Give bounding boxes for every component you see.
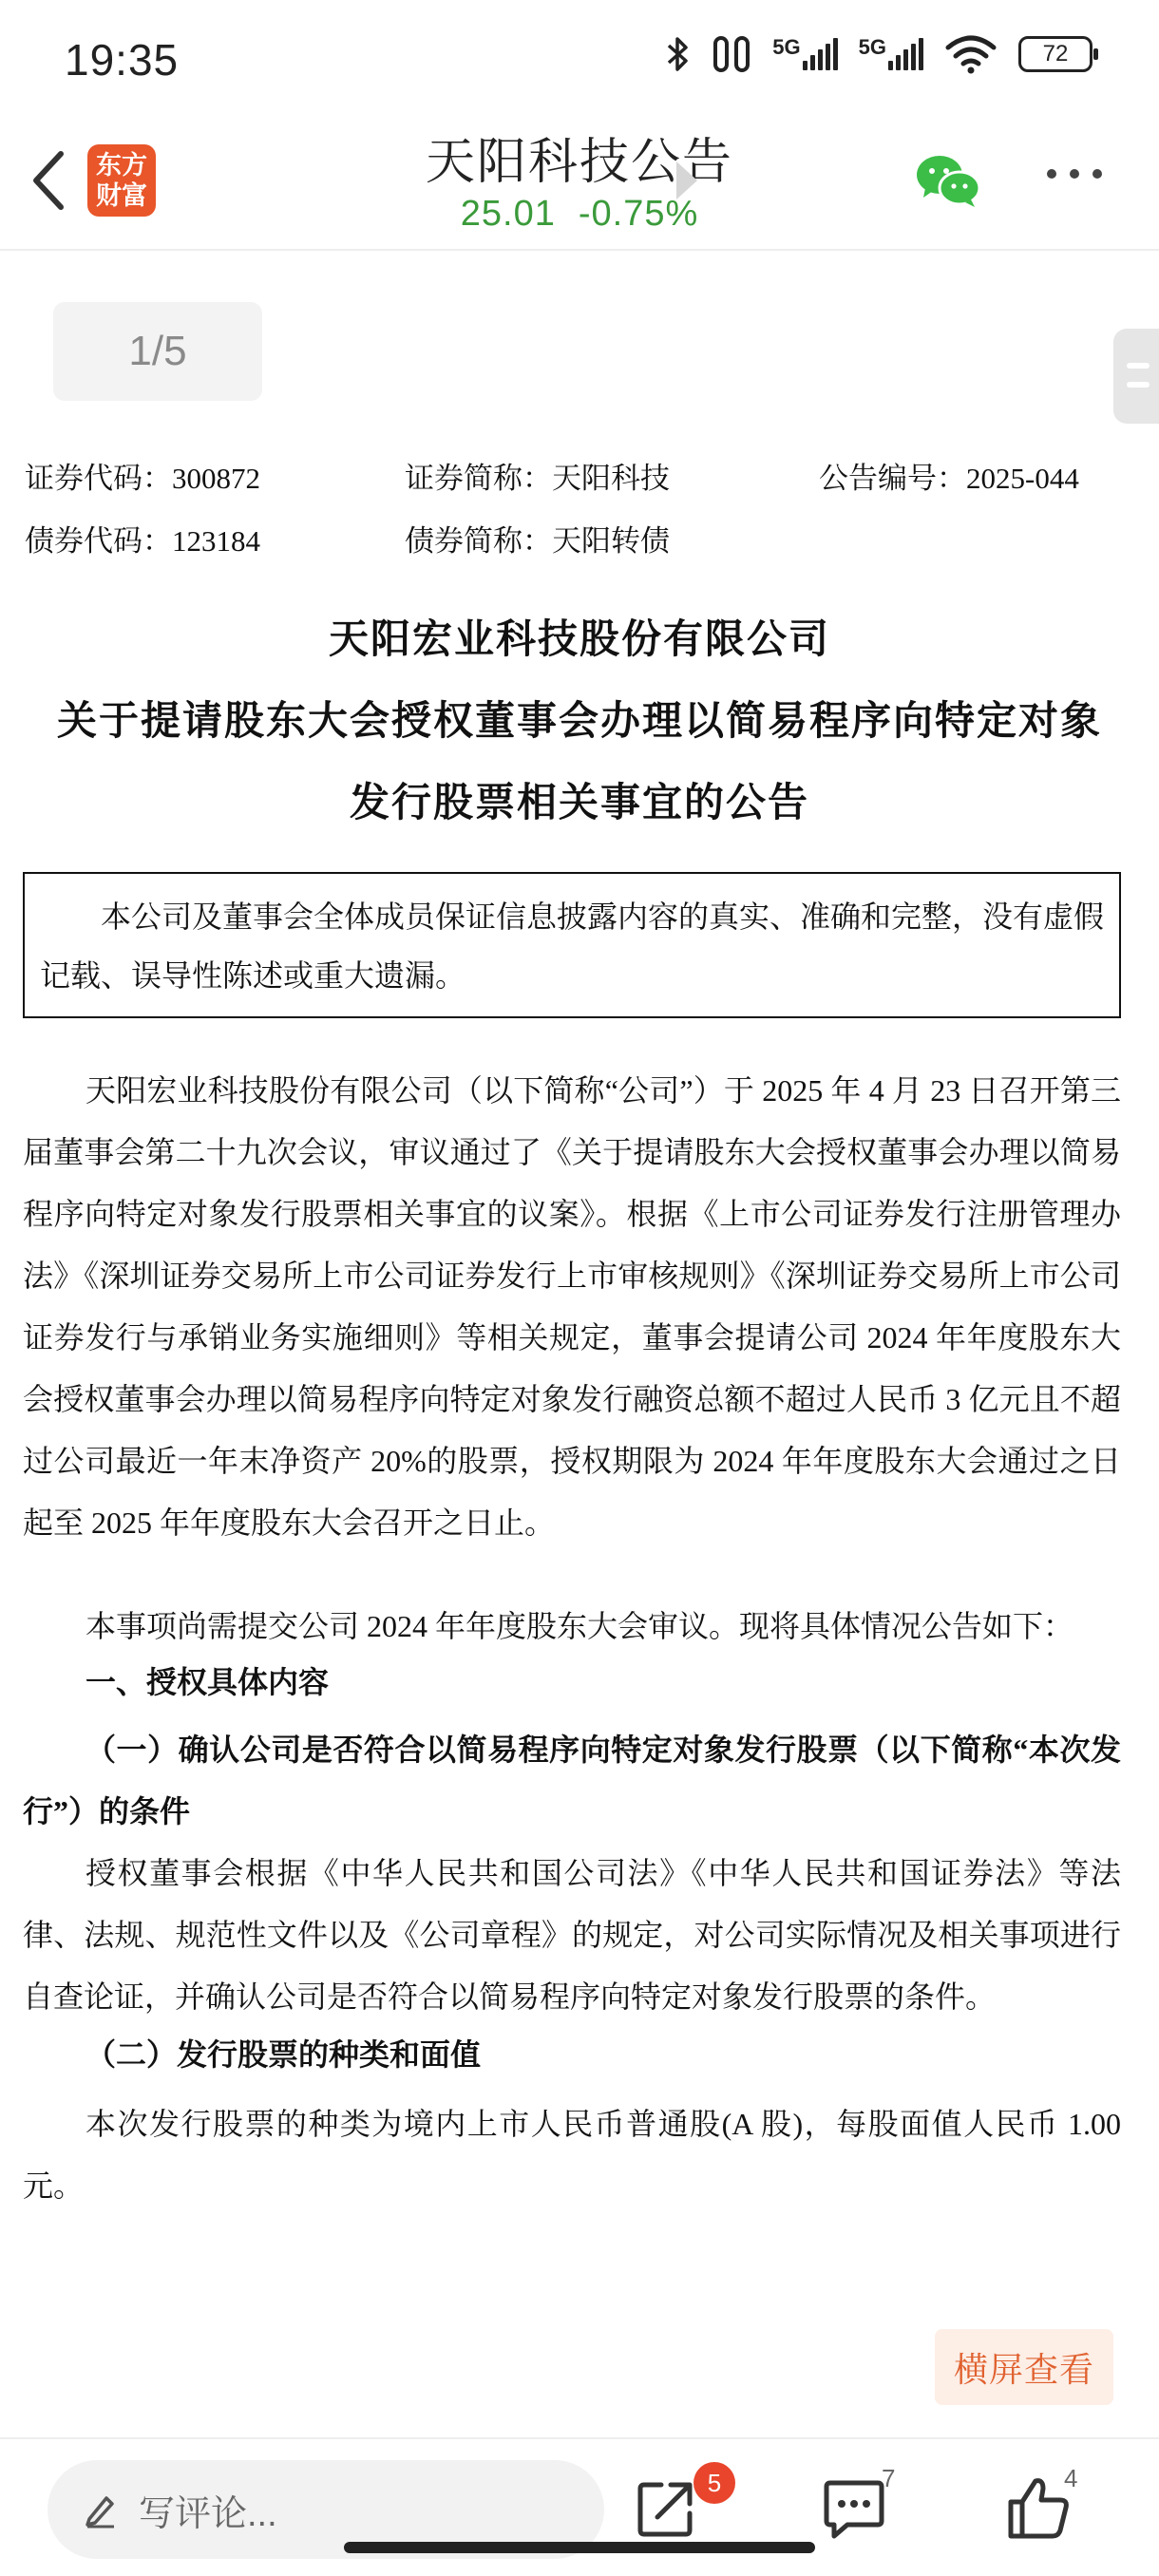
stock-price bbox=[0, 194, 1159, 235]
body-paragraph-3: 授权董事会根据《中华人民共和国公司法》《中华人民共和国证券法》等法律、法规、规范性文件以及《公司章程》的规定，对公司实际情况及相关事项进行自查论证，并确认公司是否符合以简易程序向特定对象发行股票的条件。 bbox=[23, 1856, 1121, 2014]
signal-bars-icon bbox=[803, 38, 838, 70]
document-title-company: 天阳宏业科技股份有限公司 bbox=[328, 618, 830, 662]
earbuds-icon bbox=[712, 35, 751, 73]
price-value: 25.01 bbox=[460, 194, 556, 234]
bond-code: 债券代码：123184 bbox=[25, 524, 260, 558]
section-heading-1: 一、授权具体内容 bbox=[86, 1665, 330, 1699]
body-paragraph-2: 本事项尚需提交公司 2024 年年度股东大会审议。现将具体情况公告如下： bbox=[86, 1609, 1074, 1643]
price-change: -0.75% bbox=[578, 194, 699, 234]
bluetooth-icon bbox=[666, 35, 691, 73]
signal-2: 5G bbox=[859, 38, 923, 70]
expand-arrow-icon[interactable] bbox=[676, 161, 697, 199]
status-icons bbox=[666, 34, 1092, 74]
body-paragraph-4: 本次发行股票的种类为境内上市人民币普通股(A 股)，每股面值人民币 1.00 元。 bbox=[23, 2107, 1121, 2203]
battery-icon: 72 bbox=[1018, 36, 1092, 72]
subsection-heading-2: （二）发行股票的种类和面值 bbox=[86, 2037, 482, 2072]
like-count: 4 bbox=[1064, 2464, 1078, 2492]
bond-short-name: 债券简称：天阳转债 bbox=[405, 524, 670, 558]
share-icon[interactable] bbox=[633, 2475, 699, 2542]
wechat-share-icon[interactable] bbox=[914, 152, 982, 209]
subsection-heading-1: （一）确认公司是否符合以简易程序向特定对象发行股票（以下简称“本次发行”）的条件 bbox=[23, 1733, 1121, 1828]
signal-1: 5G bbox=[772, 38, 837, 70]
notice-number: 公告编号：2025-044 bbox=[819, 462, 1079, 495]
body-paragraph-1: 天阳宏业科技股份有限公司（以下简称“公司”）于 2025 年 4 月 23 日召开第三届董事会第二十九次会议，审议通过了《关于提请股东大会授权董事会办理以简易程序向特定对象发行股票相关事宜的议案》。根据《上市公司证券发行注册管理办法》《深圳证券交易所上市公司证券发行上市审核规则》《深圳证券交易所上市公司证券发行与承销业务实施细则》等相关规定，董事会提请公司 2024 年年度股东大会授权董事会办理以简易程序向特定对象发行融资总额不超过人民币 3 亿元且不超过公司最近一年末净资产 20%的股票，授权期限为 2024 年年度股东大会通过之日起至 2025 年年度股东大会召开之日止。 bbox=[23, 1073, 1121, 1540]
security-short-name: 证券简称：天阳科技 bbox=[405, 462, 670, 495]
home-indicator[interactable] bbox=[344, 2542, 815, 2553]
status-time: 19:35 bbox=[65, 35, 180, 85]
page-title: 天阳科技公告 bbox=[425, 135, 733, 190]
board-statement-box: 本公司及董事会全体成员保证信息披露内容的真实、准确和完整，没有虚假记载、误导性陈述或重大遗漏。 bbox=[23, 872, 1121, 1018]
thumbs-up-icon[interactable] bbox=[1005, 2473, 1072, 2542]
share-count-badge: 5 bbox=[694, 2462, 735, 2504]
comment-icon[interactable] bbox=[821, 2477, 887, 2540]
page-indicator: 1/5 bbox=[53, 302, 262, 401]
more-icon[interactable] bbox=[1047, 169, 1102, 179]
comment-count: 7 bbox=[882, 2464, 896, 2492]
document-title-line-2: 关于提请股东大会授权董事会办理以简易程序向特定对象 bbox=[56, 700, 1102, 744]
divider bbox=[0, 249, 1159, 251]
document-title-line-3: 发行股票相关事宜的公告 bbox=[349, 782, 809, 825]
eastmoney-logo: 东方 财富 bbox=[87, 144, 156, 217]
security-code: 证券代码：300872 bbox=[25, 462, 260, 495]
comment-placeholder: 写评论... bbox=[139, 2493, 277, 2534]
signal-bars-icon bbox=[888, 38, 923, 70]
pencil-icon bbox=[82, 2491, 120, 2529]
wifi-icon bbox=[944, 34, 998, 74]
side-drawer-handle[interactable] bbox=[1113, 329, 1159, 424]
landscape-view-button[interactable]: 横屏查看 bbox=[935, 2329, 1113, 2405]
divider bbox=[0, 2437, 1159, 2439]
